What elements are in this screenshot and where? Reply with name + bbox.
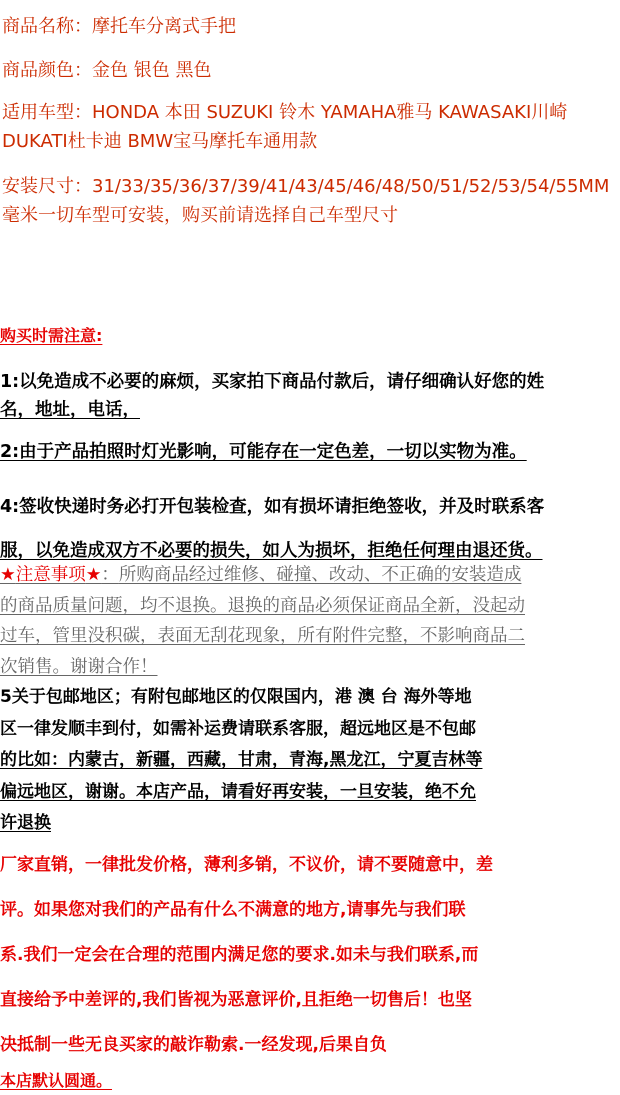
factory-line: 评。如果您对我们的产品有什么不满意的地方,请事先与我们联 <box>0 900 466 920</box>
postage-line: 5关于包邮地区；有附包邮地区的仅限国内，港 澳 台 海外等地 <box>0 687 472 707</box>
star-icon: ★ <box>85 565 102 585</box>
warning-line: 所购商品经过维修、碰撞、改动、不正确的安装造成 <box>118 565 522 585</box>
spec-product-name <box>2 12 618 41</box>
spec-value: HONDA 本田 SUZUKI 铃木 YAMAHA雅马 KAWASAKI川崎 <box>92 102 568 123</box>
warning-notice <box>0 560 620 682</box>
postage-line: 的比如：内蒙古，新疆，西藏，甘肃，青海,黑龙江，宁夏吉林等 <box>0 750 483 770</box>
star-icon: ★ <box>0 565 16 585</box>
factory-line: 直接给予中差评的,我们皆视为恶意评价,且拒绝一切售后！也坚 <box>0 990 472 1010</box>
spec-value-continued: DUKATI杜卡迪 BMW宝马摩托车通用款 <box>2 131 318 152</box>
spec-compatible-models <box>2 98 618 156</box>
spec-value: 31/33/35/36/37/39/41/43/45/46/48/50/51/52/53/54/55MM <box>92 176 610 197</box>
purchase-notice-item-2: 2:由于产品拍照时灯光影响，可能存在一定色差，一切以实物为准。 <box>0 442 527 462</box>
spec-value: 金色 银色 黑色 <box>92 60 212 81</box>
spec-value: 摩托车分离式手把 <box>92 16 236 37</box>
factory-line: 决抵制一些无良买家的敲诈勒索.一经发现,后果自负 <box>0 1035 387 1055</box>
spec-label: 适用车型： <box>2 102 92 123</box>
warning-heading: 注意事项 <box>15 565 86 585</box>
purchase-notice-item-1 <box>0 368 618 424</box>
spec-label: 安装尺寸： <box>2 176 92 197</box>
spec-label: 商品颜色： <box>2 60 92 81</box>
warning-line: 次销售。谢谢合作！ <box>0 656 158 677</box>
postage-line: 许退换 <box>0 813 51 833</box>
shop-default-courier-note: 本店默认圆通。 <box>0 1071 113 1090</box>
purchase-notice-title: 购买时需注意: <box>0 326 103 345</box>
factory-notice <box>0 843 618 1068</box>
warning-line: 过车，管里没积碳，表面无刮花现象，所有附件完整，不影响商品二 <box>0 626 525 646</box>
notice-line: 4:签收快递时务必打开包装检查，如有损坏请拒绝签收，并及时联系客 <box>0 497 545 517</box>
notice-line: 服，以免造成双方不必要的损失，如人为损坏，拒绝任何理由退还货。 <box>0 541 543 561</box>
factory-line: 厂家直销，一律批发价格，薄利多销，不议价，请不要随意中，差 <box>0 855 493 875</box>
notice-line: 1:以免造成不必要的麻烦，买家拍下商品付款后，请仔细确认好您的姓 <box>0 372 545 392</box>
postage-notice <box>0 682 618 840</box>
factory-line: 系.我们一定会在合理的范围内满足您的要求.如未与我们联系,而 <box>0 945 479 965</box>
postage-line: 区一律发顺丰到付，如需补运费请联系客服，超远地区是不包邮 <box>0 718 476 739</box>
spec-value-continued: 毫米一切车型可安装，购买前请选择自己车型尺寸 <box>2 205 398 226</box>
notice-line: 名，地址，电话， <box>0 400 140 420</box>
spec-label: 商品名称： <box>2 16 92 37</box>
postage-line: 偏远地区，谢谢。本店产品，请看好再安装，一旦安装，绝不允 <box>0 781 476 802</box>
spec-install-size <box>2 172 618 230</box>
warning-colon: ： <box>101 565 119 585</box>
spec-colors <box>2 56 618 85</box>
warning-line: 的商品质量问题，均不退换。退换的商品必须保证商品全新，没起动 <box>0 595 525 616</box>
